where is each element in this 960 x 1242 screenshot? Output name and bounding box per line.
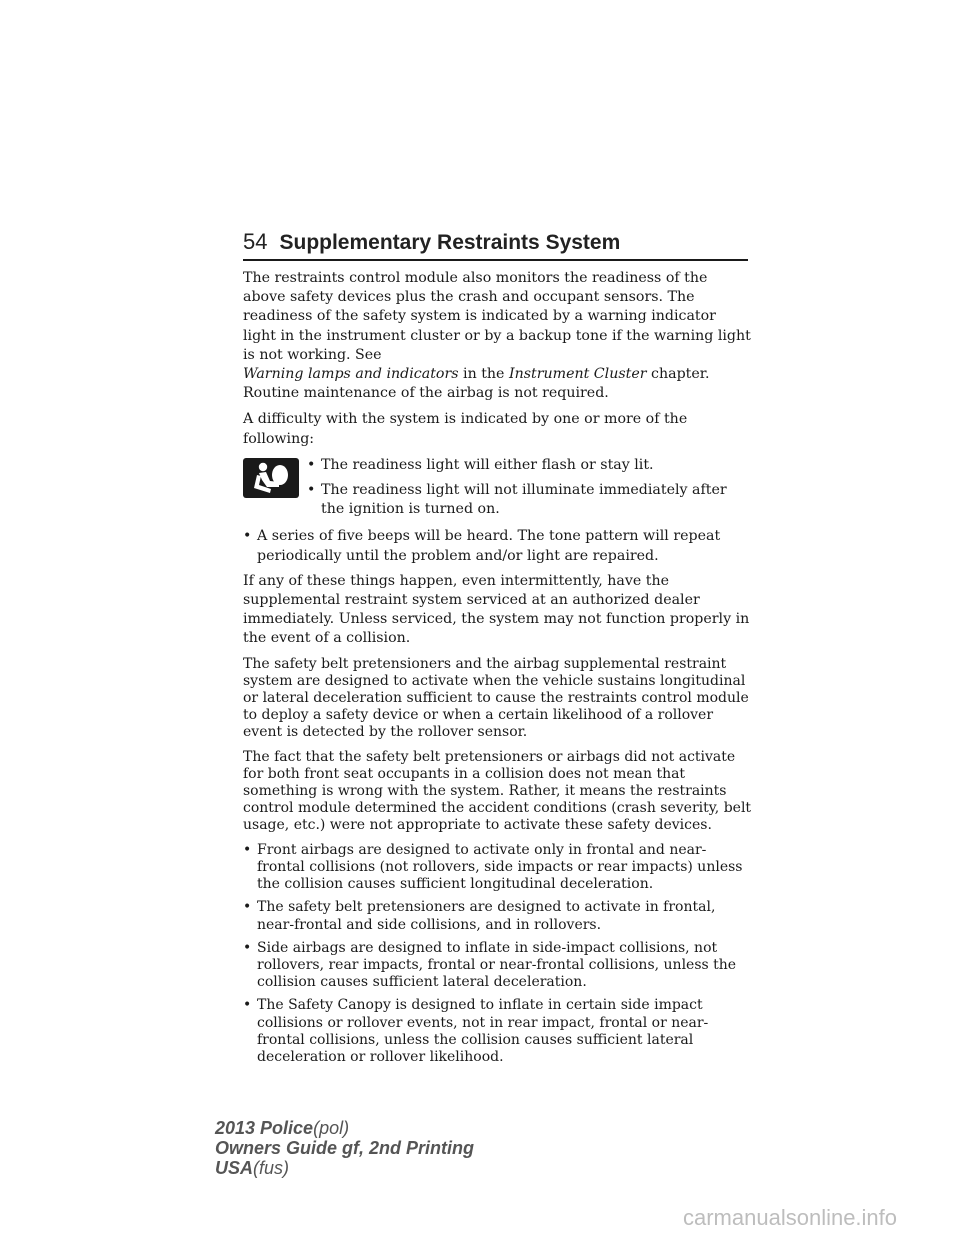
bullet-text: Front airbags are designed to activate only in frontal and near-frontal collisions (not rollovers, side impacts or rear impacts) unless the collision causes sufficient longitudinal deceleration. bbox=[257, 841, 743, 893]
list-item bbox=[307, 481, 753, 519]
footer-line-model bbox=[215, 1118, 474, 1138]
indicator-block bbox=[243, 456, 753, 526]
paragraph-no-activation: The fact that the safety belt pretensioners or airbags did not activate for both front seat occupants in a collision does not mean that something is wrong with the system. Rather, it means the restraints control module determined the accident conditions (crash severity, belt usage, etc.) were not appropriate to activate these safety devices. bbox=[243, 748, 752, 834]
bullet-text: The safety belt pretensioners are designed to activate in frontal, near-frontal and side collisions, and in rollovers. bbox=[257, 899, 716, 933]
bullet-text: The readiness light will either flash or stay lit. bbox=[321, 456, 654, 473]
bullet-text: Side airbags are designed to inflate in side-impact collisions, not rollovers, rear impacts, frontal or near-frontal collisions, unless the collision causes sufficient lateral deceleration. bbox=[257, 939, 737, 991]
activation-bullet-list bbox=[243, 842, 753, 1066]
list-item bbox=[243, 842, 753, 894]
bullet-marker: • bbox=[307, 482, 316, 499]
airbag-warning-icon bbox=[243, 458, 299, 498]
bullet-marker: • bbox=[307, 456, 316, 473]
bullet-marker: • bbox=[243, 899, 252, 916]
paragraph-difficulty: A difficulty with the system is indicated by one or more of the following: bbox=[243, 411, 688, 447]
reference-suffix: chapter. bbox=[646, 366, 710, 383]
header-row bbox=[243, 229, 748, 255]
list-item bbox=[307, 456, 753, 475]
list-item bbox=[243, 940, 753, 992]
chapter-title: Supplementary Restraints System bbox=[279, 231, 621, 254]
bullet-marker: • bbox=[243, 841, 252, 858]
footer-model: 2013 Police bbox=[215, 1118, 314, 1138]
page-content bbox=[243, 269, 753, 1072]
maintenance-note: Routine maintenance of the airbag is not required. bbox=[243, 385, 609, 402]
readiness-text: The restraints control module also monitors the readiness of the above safety devices plus the crash and occupant sensors. The readiness of the safety system is indicated by a warning indicator light in the instrument cluster or by a backup tone if the warning light is not working. See bbox=[243, 270, 751, 363]
reference-instrument-cluster: Instrument Cluster bbox=[508, 366, 647, 383]
indicator-bullet-list bbox=[307, 456, 753, 526]
page-header bbox=[243, 229, 748, 261]
reference-warning-lamps: Warning lamps and indicators bbox=[243, 366, 459, 383]
footer-market: USA bbox=[215, 1158, 254, 1178]
footer-guide: Owners Guide gf, 2nd Printing bbox=[215, 1138, 475, 1158]
bullet-text: The readiness light will not illuminate immediately after the ignition is turned on. bbox=[321, 482, 727, 518]
list-item bbox=[243, 899, 753, 933]
paragraph-readiness bbox=[243, 269, 753, 403]
bullet-text: A series of five beeps will be heard. The tone pattern will repeat periodically until the problem and/or light are repaired. bbox=[257, 528, 721, 564]
footer-market-code: (fus) bbox=[253, 1158, 290, 1178]
list-item bbox=[243, 527, 753, 565]
footer-line-market bbox=[215, 1158, 474, 1178]
site-watermark: carmanualsonline.info bbox=[683, 1205, 898, 1230]
print-footer bbox=[215, 1118, 474, 1178]
bullet-marker: • bbox=[243, 997, 252, 1014]
bullet-marker: • bbox=[243, 939, 252, 956]
page-number: 54 bbox=[243, 229, 268, 254]
reference-joiner: in the bbox=[458, 366, 509, 383]
bullet-marker: • bbox=[243, 528, 252, 545]
paragraph-service: If any of these things happen, even intermittently, have the supplemental restraint system serviced at an authorized dealer immediately. Unless serviced, the system may not function properly in the event of a collision. bbox=[243, 572, 750, 647]
bullet-text: The Safety Canopy is designed to inflate in certain side impact collisions or rollover events, not in rear impact, frontal or near-frontal collisions, unless the collision causes sufficient lateral deceleration or rollover likelihood. bbox=[257, 997, 709, 1065]
paragraph-pretensioners: The safety belt pretensioners and the airbag supplemental restraint system are designed to activate when the vehicle sustains longitudinal or lateral deceleration sufficient to cause the restraints control module to deploy a safety device or when a certain likelihood of a rollover event is detected by the rollover sensor. bbox=[243, 655, 749, 741]
header-rule bbox=[243, 259, 748, 261]
footer-model-code: (pol) bbox=[313, 1118, 350, 1138]
list-item bbox=[243, 997, 753, 1066]
